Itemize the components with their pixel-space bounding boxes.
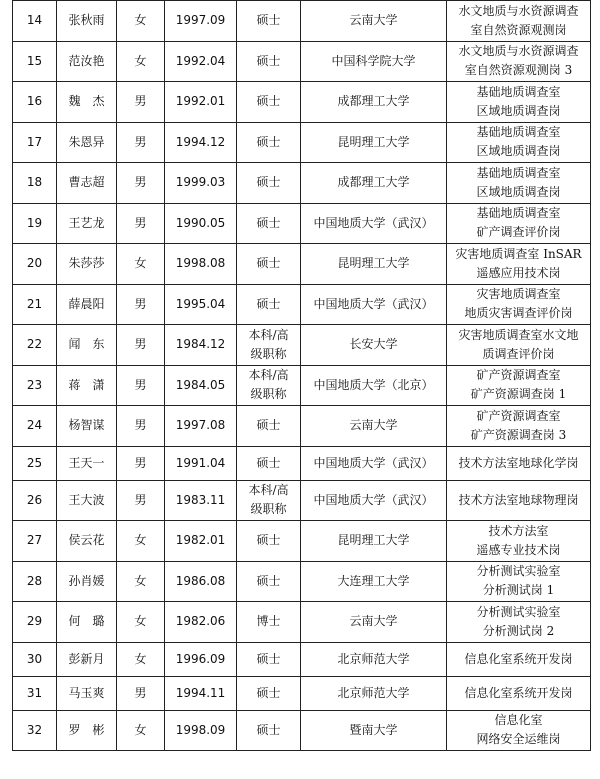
degree-cell — [237, 365, 301, 406]
post-cell — [447, 41, 591, 82]
degree-cell — [237, 163, 301, 204]
post-cell — [447, 325, 591, 366]
post-line: 矿产资源调查室 — [476, 408, 561, 423]
row-number-cell: 22 — [13, 325, 57, 366]
post-cell — [447, 163, 591, 204]
school-cell: 云南大学 — [301, 1, 447, 42]
degree-line: 硕士 — [256, 651, 281, 666]
name-cell: 王天一 — [57, 446, 117, 480]
name-cell: 薛晨阳 — [57, 284, 117, 325]
school-cell: 昆明理工大学 — [301, 122, 447, 163]
table-row — [13, 521, 591, 562]
post-line: 基础地质调查室 — [476, 84, 561, 99]
degree-cell — [237, 203, 301, 244]
table-row — [13, 122, 591, 163]
post-cell — [447, 244, 591, 285]
school-cell: 中国科学院大学 — [301, 41, 447, 82]
school-cell: 中国地质大学（武汉） — [301, 480, 447, 521]
gender-cell: 女 — [117, 41, 165, 82]
row-number-cell: 25 — [13, 446, 57, 480]
post-cell — [447, 82, 591, 123]
table-row — [13, 41, 591, 82]
gender-cell: 男 — [117, 82, 165, 123]
degree-cell — [237, 244, 301, 285]
birth-date-cell: 1996.09 — [165, 642, 237, 676]
roster-table-container — [12, 0, 590, 751]
name-cell: 何 璐 — [57, 602, 117, 643]
degree-cell — [237, 446, 301, 480]
name-cell: 张秋雨 — [57, 1, 117, 42]
row-number-cell: 18 — [13, 163, 57, 204]
birth-date-cell: 1990.05 — [165, 203, 237, 244]
table-row — [13, 406, 591, 447]
degree-line: 硕士 — [256, 13, 281, 28]
degree-cell — [237, 710, 301, 751]
post-line: 信息化室 — [494, 713, 543, 728]
degree-line: 博士 — [256, 614, 281, 629]
post-line: 技术方法室地球物理岗 — [458, 492, 579, 507]
degree-cell — [237, 284, 301, 325]
post-line: 矿产调查评价岗 — [476, 225, 561, 240]
degree-line: 硕士 — [256, 573, 281, 588]
degree-line: 级职称 — [250, 387, 287, 402]
gender-cell: 男 — [117, 203, 165, 244]
post-line: 灾害地质调查室 — [476, 287, 561, 302]
table-row — [13, 710, 591, 751]
name-cell: 魏 杰 — [57, 82, 117, 123]
row-number-cell: 21 — [13, 284, 57, 325]
school-cell: 昆明理工大学 — [301, 244, 447, 285]
degree-line: 硕士 — [256, 685, 281, 700]
school-cell: 暨南大学 — [301, 710, 447, 751]
table-row — [13, 602, 591, 643]
birth-date-cell: 1986.08 — [165, 561, 237, 602]
row-number-cell: 14 — [13, 1, 57, 42]
post-line: 室自然资源观测岗 3 — [464, 63, 573, 78]
post-cell — [447, 284, 591, 325]
gender-cell: 男 — [117, 122, 165, 163]
post-line: 信息化室系统开发岗 — [464, 685, 573, 700]
row-number-cell: 27 — [13, 521, 57, 562]
post-line: 区域地质调查岗 — [476, 144, 561, 159]
birth-date-cell: 1995.04 — [165, 284, 237, 325]
gender-cell: 男 — [117, 163, 165, 204]
row-number-cell: 16 — [13, 82, 57, 123]
post-line: 灾害地质调查室 InSAR — [455, 246, 582, 261]
table-row — [13, 642, 591, 676]
post-line: 基础地质调查室 — [476, 206, 561, 221]
birth-date-cell: 1998.08 — [165, 244, 237, 285]
gender-cell: 男 — [117, 284, 165, 325]
gender-cell: 男 — [117, 406, 165, 447]
degree-line: 本科/高 — [248, 368, 289, 383]
degree-cell — [237, 521, 301, 562]
post-line: 矿产资源调查岗 3 — [470, 427, 567, 442]
gender-cell: 男 — [117, 365, 165, 406]
post-line: 基础地质调查室 — [476, 165, 561, 180]
degree-cell — [237, 406, 301, 447]
post-cell — [447, 122, 591, 163]
table-row — [13, 244, 591, 285]
row-number-cell: 31 — [13, 676, 57, 710]
name-cell: 朱莎莎 — [57, 244, 117, 285]
school-cell: 昆明理工大学 — [301, 521, 447, 562]
roster-table — [12, 0, 591, 751]
gender-cell: 女 — [117, 642, 165, 676]
row-number-cell: 32 — [13, 710, 57, 751]
gender-cell: 男 — [117, 325, 165, 366]
name-cell: 范汝艳 — [57, 41, 117, 82]
birth-date-cell: 1999.03 — [165, 163, 237, 204]
degree-line: 硕士 — [256, 175, 281, 190]
table-row — [13, 1, 591, 42]
post-line: 质调查评价岗 — [482, 346, 555, 361]
school-cell: 大连理工大学 — [301, 561, 447, 602]
post-cell — [447, 602, 591, 643]
birth-date-cell: 1984.05 — [165, 365, 237, 406]
post-line: 分析测试岗 2 — [482, 623, 555, 638]
post-line: 遥感应用技术岗 — [476, 265, 561, 280]
school-cell: 北京师范大学 — [301, 642, 447, 676]
degree-cell — [237, 676, 301, 710]
row-number-cell: 20 — [13, 244, 57, 285]
post-line: 基础地质调查室 — [476, 125, 561, 140]
birth-date-cell: 1998.09 — [165, 710, 237, 751]
post-line: 矿产资源调查室 — [476, 368, 561, 383]
gender-cell: 女 — [117, 1, 165, 42]
post-line: 网络安全运维岗 — [476, 732, 561, 747]
row-number-cell: 17 — [13, 122, 57, 163]
row-number-cell: 15 — [13, 41, 57, 82]
gender-cell: 女 — [117, 602, 165, 643]
post-cell — [447, 406, 591, 447]
post-cell — [447, 521, 591, 562]
degree-cell — [237, 561, 301, 602]
table-row — [13, 203, 591, 244]
post-line: 技术方法室地球化学岗 — [458, 455, 579, 470]
name-cell: 朱恩异 — [57, 122, 117, 163]
table-row — [13, 82, 591, 123]
birth-date-cell: 1982.06 — [165, 602, 237, 643]
school-cell: 成都理工大学 — [301, 163, 447, 204]
name-cell: 王艺龙 — [57, 203, 117, 244]
post-cell — [447, 642, 591, 676]
school-cell: 中国地质大学（武汉） — [301, 203, 447, 244]
degree-cell — [237, 325, 301, 366]
post-line: 区域地质调查岗 — [476, 184, 561, 199]
post-cell — [447, 676, 591, 710]
school-cell: 中国地质大学（武汉） — [301, 284, 447, 325]
roster-table-body — [13, 1, 591, 751]
degree-line: 硕士 — [256, 296, 281, 311]
degree-line: 硕士 — [256, 256, 281, 271]
row-number-cell: 23 — [13, 365, 57, 406]
birth-date-cell: 1997.09 — [165, 1, 237, 42]
name-cell: 王大波 — [57, 480, 117, 521]
degree-cell — [237, 41, 301, 82]
school-cell: 中国地质大学（武汉） — [301, 446, 447, 480]
post-cell — [447, 203, 591, 244]
name-cell: 孙肖媛 — [57, 561, 117, 602]
post-cell — [447, 446, 591, 480]
table-row — [13, 480, 591, 521]
table-row — [13, 365, 591, 406]
table-row — [13, 163, 591, 204]
table-row — [13, 561, 591, 602]
birth-date-cell: 1992.01 — [165, 82, 237, 123]
gender-cell: 女 — [117, 521, 165, 562]
degree-line: 硕士 — [256, 722, 281, 737]
school-cell: 中国地质大学（北京） — [301, 365, 447, 406]
degree-cell — [237, 1, 301, 42]
row-number-cell: 29 — [13, 602, 57, 643]
post-line: 地质灾害调查评价岗 — [464, 306, 573, 321]
gender-cell: 女 — [117, 244, 165, 285]
name-cell: 杨智谋 — [57, 406, 117, 447]
degree-cell — [237, 82, 301, 123]
post-cell — [447, 480, 591, 521]
birth-date-cell: 1994.11 — [165, 676, 237, 710]
post-line: 信息化室系统开发岗 — [464, 651, 573, 666]
table-row — [13, 446, 591, 480]
birth-date-cell: 1991.04 — [165, 446, 237, 480]
degree-line: 本科/高 — [248, 483, 289, 498]
name-cell: 曹志超 — [57, 163, 117, 204]
gender-cell: 女 — [117, 710, 165, 751]
school-cell: 成都理工大学 — [301, 82, 447, 123]
post-cell — [447, 365, 591, 406]
post-line: 分析测试岗 1 — [482, 583, 555, 598]
name-cell: 罗 彬 — [57, 710, 117, 751]
post-line: 分析测试实验室 — [476, 564, 561, 579]
name-cell: 彭新月 — [57, 642, 117, 676]
birth-date-cell: 1983.11 — [165, 480, 237, 521]
degree-line: 硕士 — [256, 53, 281, 68]
gender-cell: 男 — [117, 446, 165, 480]
table-row — [13, 325, 591, 366]
degree-line: 级职称 — [250, 346, 287, 361]
row-number-cell: 28 — [13, 561, 57, 602]
name-cell: 马玉爽 — [57, 676, 117, 710]
degree-line: 硕士 — [256, 533, 281, 548]
post-line: 水文地质与水资源调查 — [458, 44, 579, 59]
post-line: 室自然资源观测岗 — [470, 22, 567, 37]
post-line: 矿产资源调查岗 1 — [470, 387, 567, 402]
name-cell: 侯云花 — [57, 521, 117, 562]
name-cell: 蒋 潇 — [57, 365, 117, 406]
degree-line: 硕士 — [256, 418, 281, 433]
gender-cell: 男 — [117, 676, 165, 710]
row-number-cell: 19 — [13, 203, 57, 244]
post-line: 技术方法室 — [488, 523, 549, 538]
school-cell: 云南大学 — [301, 602, 447, 643]
post-line: 水文地质与水资源调查 — [458, 3, 579, 18]
degree-cell — [237, 122, 301, 163]
post-line: 遥感专业技术岗 — [476, 542, 561, 557]
degree-cell — [237, 480, 301, 521]
school-cell: 云南大学 — [301, 406, 447, 447]
post-line: 区域地质调查岗 — [476, 103, 561, 118]
school-cell: 长安大学 — [301, 325, 447, 366]
degree-line: 本科/高 — [248, 327, 289, 342]
post-line: 分析测试实验室 — [476, 604, 561, 619]
post-cell — [447, 710, 591, 751]
gender-cell: 女 — [117, 561, 165, 602]
birth-date-cell: 1997.08 — [165, 406, 237, 447]
gender-cell: 男 — [117, 480, 165, 521]
degree-cell — [237, 642, 301, 676]
degree-line: 级职称 — [250, 502, 287, 517]
school-cell: 北京师范大学 — [301, 676, 447, 710]
table-row — [13, 676, 591, 710]
name-cell: 闻 东 — [57, 325, 117, 366]
degree-line: 硕士 — [256, 455, 281, 470]
table-row — [13, 284, 591, 325]
post-cell — [447, 561, 591, 602]
degree-line: 硕士 — [256, 134, 281, 149]
birth-date-cell: 1984.12 — [165, 325, 237, 366]
degree-line: 硕士 — [256, 94, 281, 109]
birth-date-cell: 1992.04 — [165, 41, 237, 82]
degree-cell — [237, 602, 301, 643]
row-number-cell: 24 — [13, 406, 57, 447]
birth-date-cell: 1982.01 — [165, 521, 237, 562]
post-line: 灾害地质调查室水文地 — [458, 327, 579, 342]
birth-date-cell: 1994.12 — [165, 122, 237, 163]
post-cell — [447, 1, 591, 42]
row-number-cell: 26 — [13, 480, 57, 521]
row-number-cell: 30 — [13, 642, 57, 676]
degree-line: 硕士 — [256, 215, 281, 230]
